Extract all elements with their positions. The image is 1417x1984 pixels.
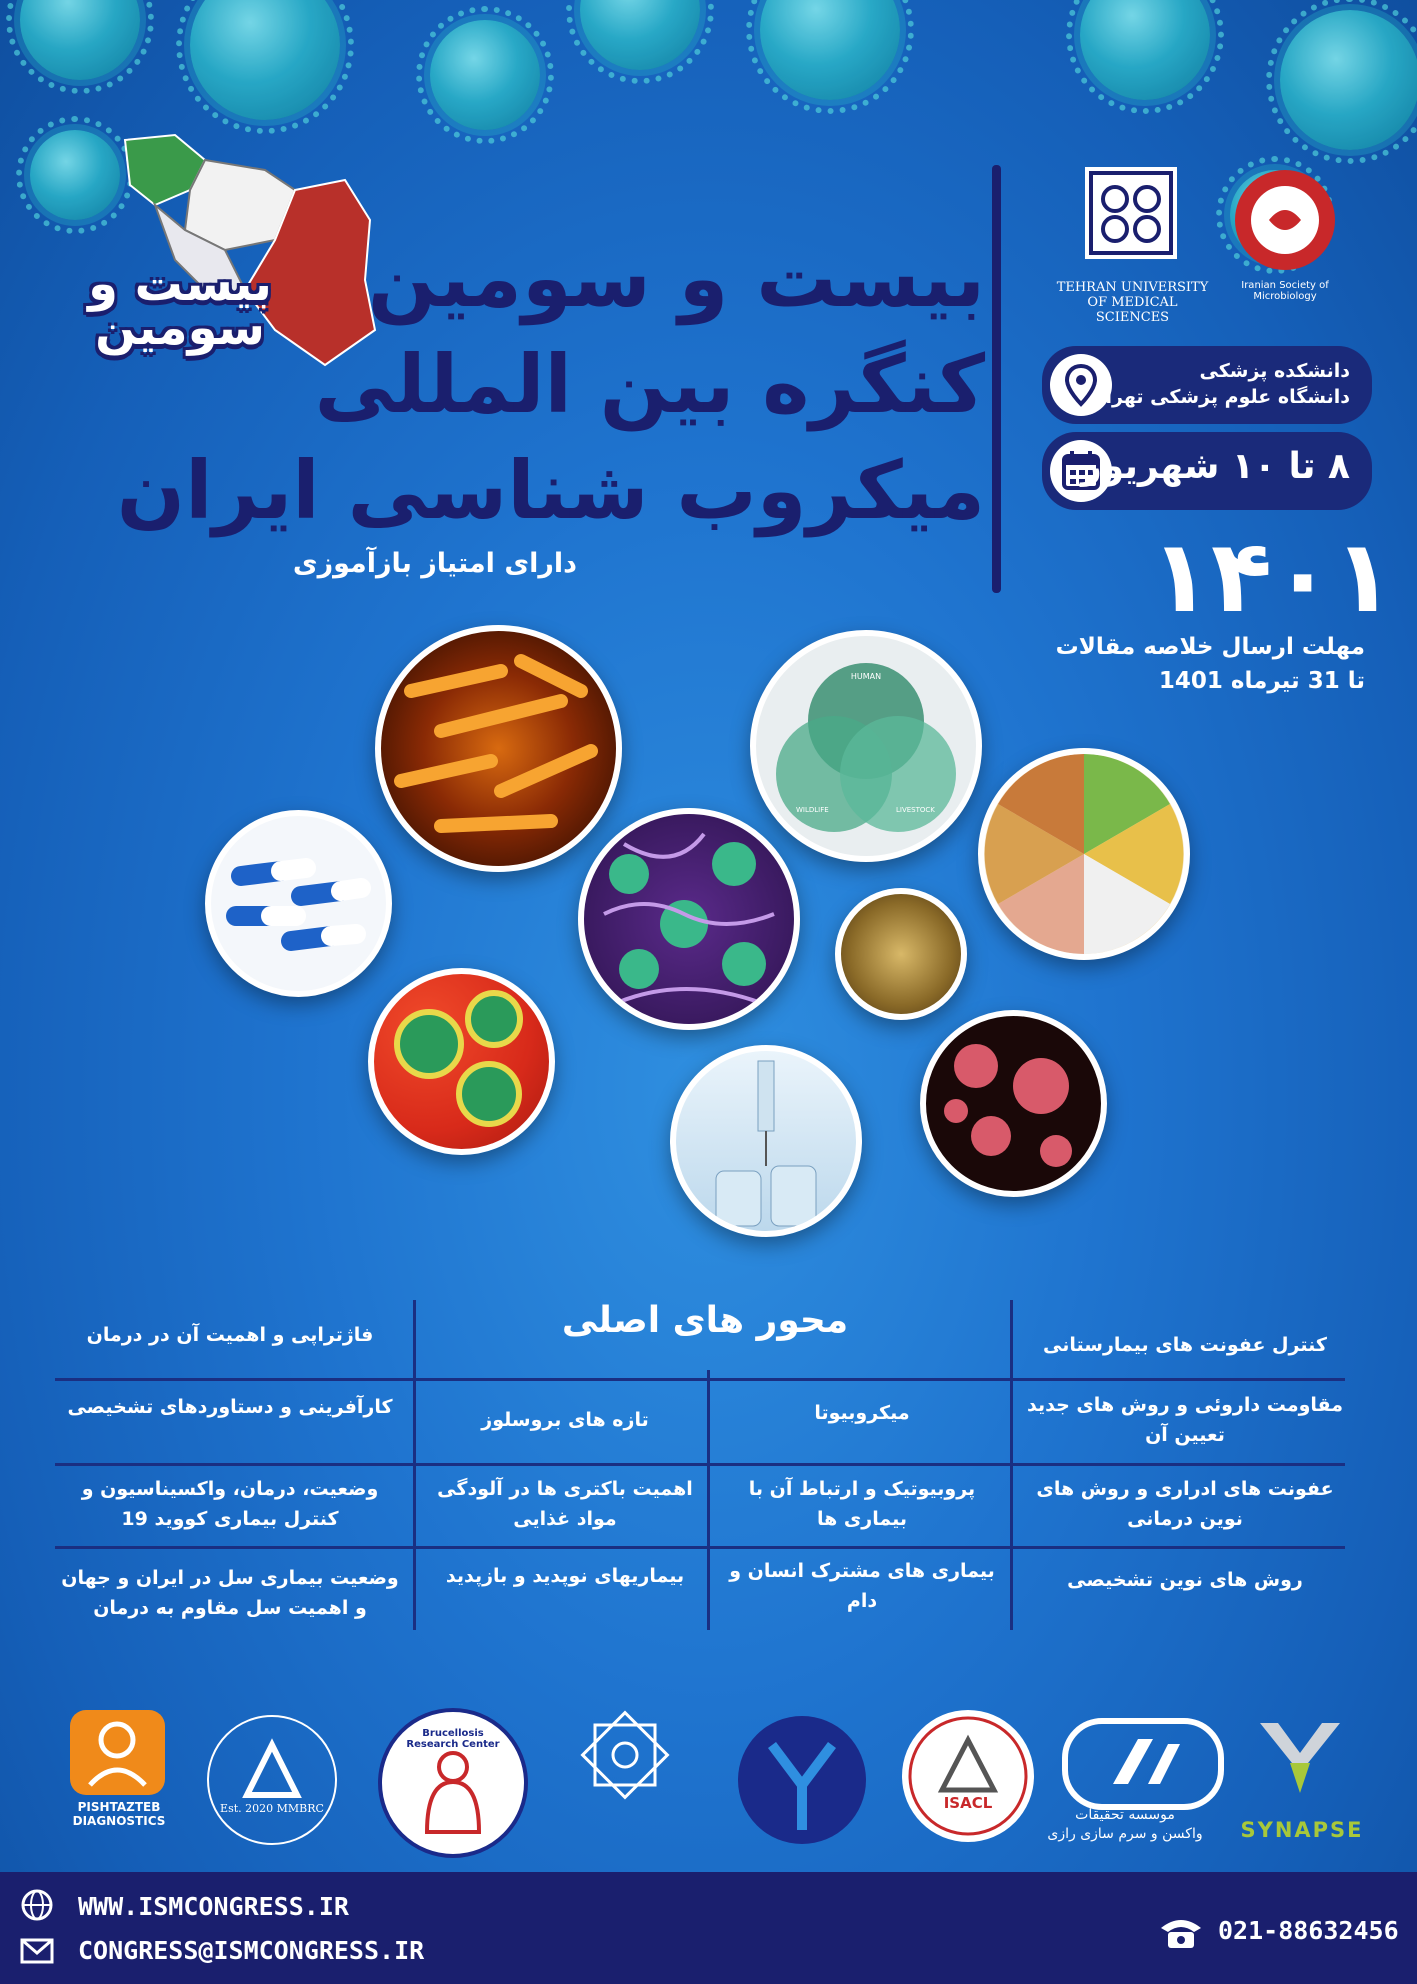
mmbrc-name: Est. 2020 MMBRC	[220, 1802, 324, 1815]
subtitle: دارای امتیاز بازآموزی	[292, 548, 577, 579]
date-pill	[1042, 432, 1372, 510]
topic-cell: فاژتراپی و اهمیت آن در درمان	[86, 1324, 374, 1346]
location-line2: دانشگاه علوم پزشکی تهران	[1089, 386, 1350, 408]
mmbrc-logo-icon	[202, 1710, 342, 1850]
badge-line2: سومین	[95, 300, 265, 356]
title-line1: بیست و سومین	[367, 232, 985, 325]
brucellosis-logo-icon	[378, 1708, 528, 1858]
grid-line	[55, 1378, 1345, 1381]
virus-decoration	[430, 20, 540, 130]
capsules-image	[205, 810, 392, 997]
virus-decoration	[190, 0, 340, 120]
grid-line	[55, 1546, 1345, 1549]
topic-cell: وضعیت بیماری سل در ایران و جهان و اهمیت سل مقاوم به درمان	[61, 1567, 399, 1619]
badge-line1: بیست و	[88, 256, 272, 312]
virus-decoration	[760, 0, 900, 100]
date-range: ۸ تا ۱۰ شهریور	[1081, 446, 1350, 487]
email-link[interactable]: CONGRESS@ISMCONGRESS.IR	[78, 1936, 425, 1965]
topic-cell: تازه های بروسلوز	[481, 1409, 649, 1431]
topic-cell: بیماری های مشترک انسان و دام	[729, 1560, 995, 1612]
bacteria-image	[375, 625, 622, 872]
food-plate-image	[978, 748, 1190, 960]
topic-cell: کارآفرینی و دستاوردهای تشخیصی	[67, 1396, 393, 1418]
virus-cells-image	[920, 1010, 1107, 1197]
location-line1: دانشکده پزشکی	[1199, 360, 1350, 382]
virus-decoration	[580, 0, 700, 70]
tums-name: TEHRAN UNIVERSITY OF MEDICAL SCIENCES	[1056, 280, 1209, 325]
year: ۱۴۰۱	[1150, 518, 1395, 635]
title-line2: کنگره بین المللی	[314, 338, 985, 431]
cells-microscope-image	[368, 968, 555, 1155]
topic-cell: بیماریهای نوپدید و بازپدید	[445, 1565, 685, 1587]
venn-human-label: HUMAN	[850, 672, 882, 681]
topic-cell: روش های نوین تشخیصی	[1067, 1569, 1303, 1591]
razi-line2: واکسن و سرم سازی رازی	[1047, 1826, 1203, 1842]
synapse-name: SYNAPSE	[1240, 1818, 1364, 1842]
vaccine-image	[670, 1045, 862, 1237]
virus-decoration	[1280, 10, 1417, 150]
brucellosis-name: Brucellosis Research Center	[406, 1728, 500, 1750]
topic-cell: عفونت های ادراری و روش های نوین درمانی	[1036, 1478, 1334, 1530]
razi-line1: موسسه تحقیقات	[1075, 1807, 1175, 1823]
topic-cell: میکروبیوتا	[814, 1402, 910, 1424]
venn-wildlife-label: WILDLIFE	[796, 806, 829, 814]
topic-cell: پروبیوتیک و ارتباط آن با بیماری ها	[748, 1478, 976, 1530]
topic-cell: اهمیت باکتری ها در آلودگی مواد غذایی	[437, 1478, 693, 1530]
header-divider	[992, 165, 1001, 593]
ism-name: Iranian Society of Microbiology	[1241, 280, 1329, 302]
topic-cell: وضعیت، درمان، واکسیناسیون و کنترل بیماری کووید 19	[81, 1478, 379, 1530]
pasteur-logo-icon	[732, 1710, 872, 1850]
topic-cell: کنترل عفونت های بیمارستانی	[1043, 1334, 1327, 1356]
pishtaz-logo-icon	[70, 1710, 165, 1795]
isacl-name: ISACL	[943, 1794, 993, 1812]
location-pill	[1042, 346, 1372, 424]
sbmu-logo-icon	[545, 1705, 695, 1855]
phone-icon	[1158, 1916, 1204, 1950]
soup-image	[835, 888, 967, 1020]
grid-line	[707, 1370, 710, 1630]
one-health-venn-image	[750, 630, 982, 862]
globe-icon	[20, 1888, 54, 1922]
phone-number[interactable]: 021-88632456	[1218, 1916, 1399, 1945]
mail-icon	[20, 1938, 54, 1964]
razi-logo-icon	[1062, 1718, 1224, 1810]
venn-livestock-label: LIVESTOCK	[896, 806, 935, 814]
isacl-logo-icon	[902, 1710, 1034, 1842]
footer	[0, 1872, 1417, 1984]
tums-logo-icon	[1085, 167, 1177, 259]
virus-decoration	[20, 0, 140, 80]
deadline-line1: مهلت ارسال خلاصه مقالات	[1055, 634, 1365, 660]
website-link[interactable]: WWW.ISMCONGRESS.IR	[78, 1892, 349, 1921]
title-line3: میکروب شناسی ایران	[116, 444, 985, 537]
biofilm-image	[578, 808, 800, 1030]
topics-heading: محور های اصلی	[561, 1300, 849, 1341]
ism-logo-icon	[1235, 170, 1335, 270]
topic-cell: مقاومت داروئی و روش های جدید تعیین آن	[1027, 1394, 1343, 1446]
pishtaz-name: PISHTAZTEB DIAGNOSTICS	[72, 1800, 166, 1828]
synapse-logo-icon	[1250, 1718, 1350, 1818]
virus-decoration	[1080, 0, 1210, 100]
deadline-line2: تا 31 تیرماه 1401	[1158, 668, 1365, 694]
grid-line	[55, 1463, 1345, 1466]
